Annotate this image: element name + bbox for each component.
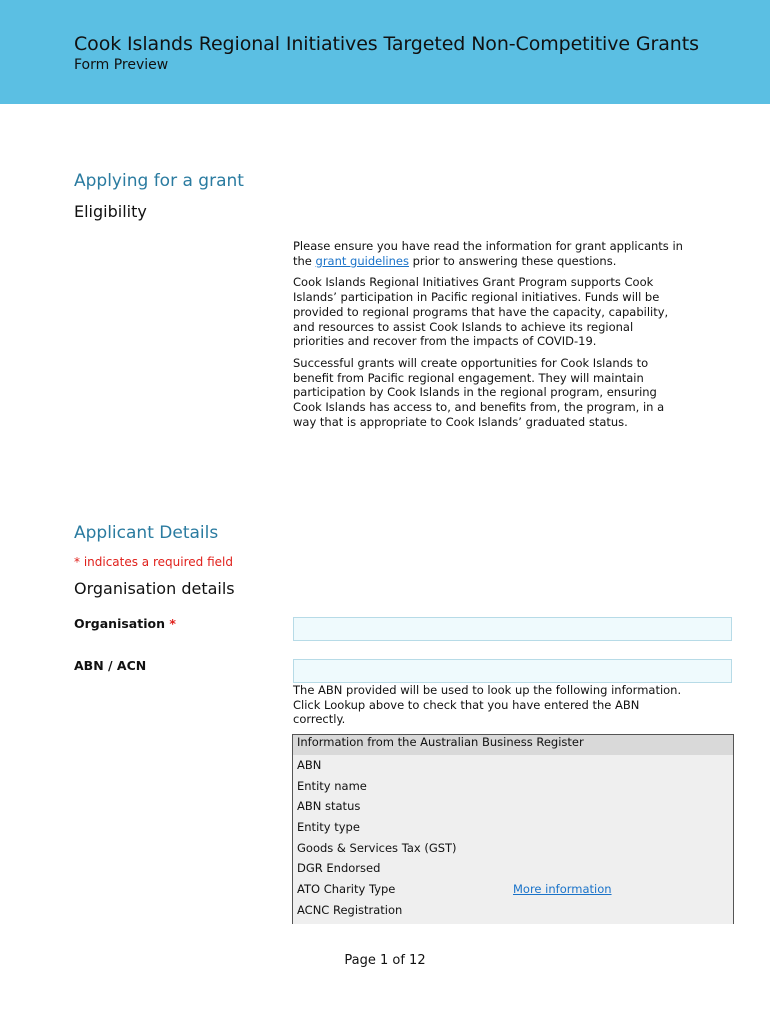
page-number: Page 1 of 12 [344,953,426,968]
section-heading-applicant: Applicant Details [74,523,219,543]
form-title: Cook Islands Regional Initiatives Targeted Non-Competitive Grants [74,33,699,55]
more-information-link[interactable]: More information [513,882,612,897]
organisation-input[interactable] [293,617,732,641]
form-subtitle: Form Preview [74,57,169,73]
form-header [0,0,770,104]
abn-help-text: The ABN provided will be used to look up the following information. Click Lookup above to check that you have entered the ABN correctly. [293,683,682,727]
abr-row-ato-charity-type: ATO Charity Type More information [293,879,733,900]
required-field-note: * indicates a required field [74,555,233,569]
abr-row-abn-status: ABN status [297,799,361,814]
abr-row-abn: ABN [297,758,322,772]
eligibility-text [293,239,683,436]
abr-info-table [292,734,734,924]
required-star: * [169,616,176,631]
abr-row-acnc-registration: ACNC Registration [297,902,403,917]
grant-guidelines-link[interactable]: grant guidelines [315,253,409,268]
abn-label: ABN / ACN [74,658,147,673]
section-heading-applying: Applying for a grant [74,171,244,191]
abr-row-entity-type: Entity type [297,820,360,835]
subheading-eligibility: Eligibility [74,202,147,221]
abr-row-gst: Goods & Services Tax (GST) [297,840,457,855]
eligibility-paragraph-2: Cook Islands Regional Initiatives Grant Program supports Cook Islands’ participation in Pacific regional initiatives. Funds will be provided to regional programs that have the capacity, capability, and resources to assist Cook Islands to achieve its regional priorities and recover from the impacts of COVID-19. [293,275,669,349]
abr-row-dgr-endorsed: DGR Endorsed [297,861,381,876]
abn-input[interactable] [293,659,732,683]
eligibility-paragraph-3: Successful grants will create opportunities for Cook Islands to benefit from Pacific regional engagement. They will maintain participation by Cook Islands in the regional program, ensuring Cook Islands has access to, and benefits from, the program, in a way that is appropriate to Cook Islands’ graduated status. [293,355,665,429]
subheading-organisation: Organisation details [74,579,235,598]
eligibility-paragraph-1: Please ensure you have read the information for grant applicants in the grant guidelines prior to answering these questions. [293,239,683,268]
abr-table-header: Information from the Australian Business Register [293,735,733,755]
organisation-label: Organisation * [74,616,176,631]
abr-row-entity-name: Entity name [297,778,367,793]
